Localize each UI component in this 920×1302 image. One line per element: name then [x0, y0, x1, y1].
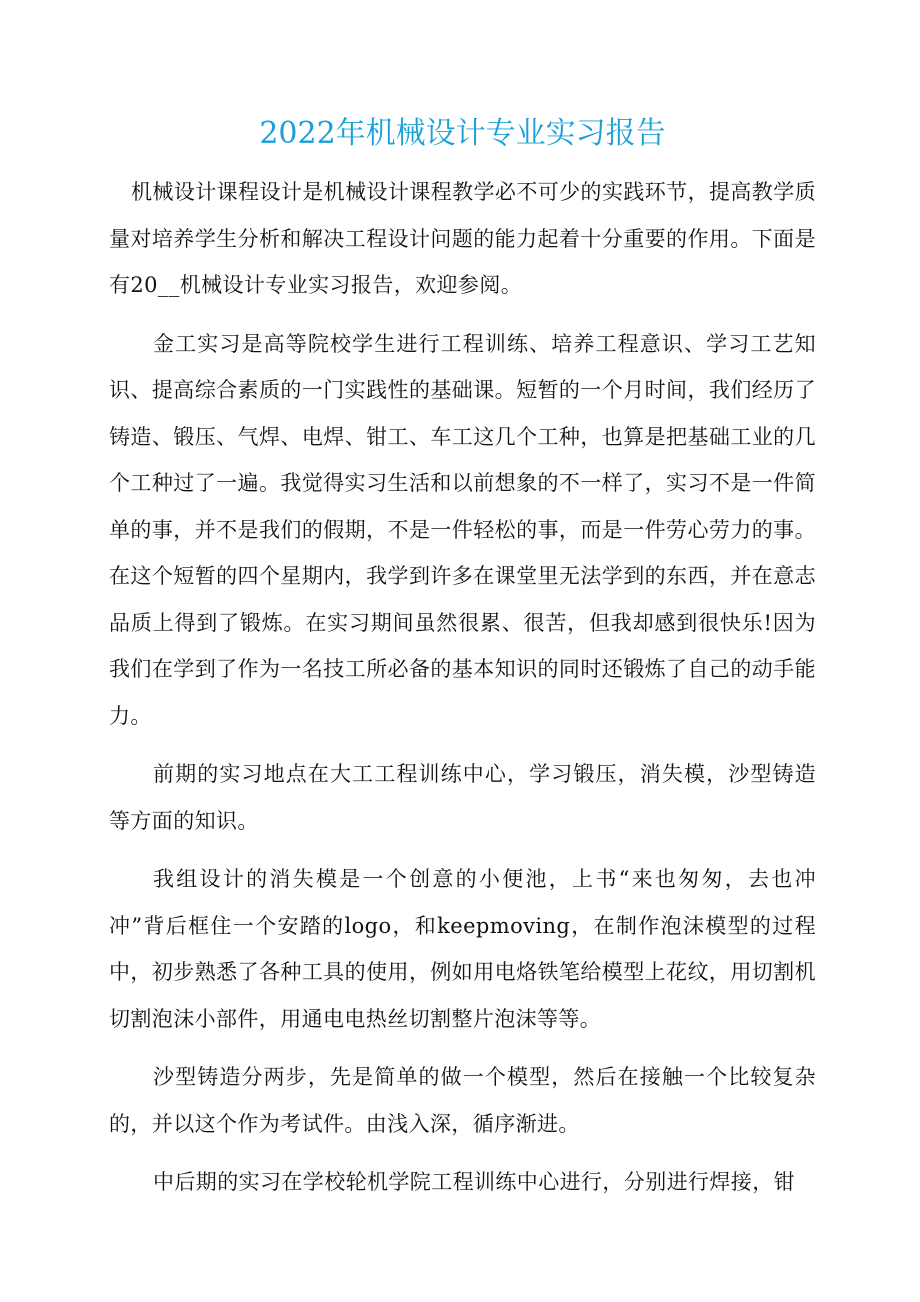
paragraph-metalwork-internship: 金工实习是高等院校学生进行工程训练、培养工程意识、学习工艺知识、提高综合素质的一门实践性的基础课。短暂的一个月时间，我们经历了铸造、锻压、气焊、电焊、钳工、车工这几个工种，也算是把基础工业的几个工种过了一遍。我觉得实习生活和以前想象的不一样了，实习不是一件简单的事，并不是我们的假期，不是一件轻松的事，而是一件劳心劳力的事。在这个短暂的四个星期内，我学到许多在课堂里无法学到的东西，并在意志品质上得到了锻炼。在实习期间虽然很累、很苦，但我却感到很快乐!因为我们在学到了作为一名技工所必备的基本知识的同时还锻炼了自己的动手能力。 — [109, 331, 816, 728]
paragraph-intro: 机械设计课程设计是机械设计课程教学必不可少的实践环节，提高教学质量对培养学生分析和解决工程设计问题的能力起着十分重要的作用。下面是有20__机械设计专业实习报告，欢迎参阅。 — [109, 180, 816, 297]
paragraph-early-stage: 前期的实习地点在大工工程训练中心，学习锻压，消失模，沙型铸造等方面的知识。 — [109, 762, 816, 833]
paragraph-lost-foam-design: 我组设计的消失模是一个创意的小便池，上书“来也匆匆，去也冲冲”背后框住一个安踏的logo，和keepmoving，在制作泡沫模型的过程中，初步熟悉了各种工具的使用，例如用电烙铁笔给模型上花纹，用切割机切割泡沫小部件，用通电电热丝切割整片泡沫等等。 — [109, 867, 816, 1031]
paragraph-later-stage: 中后期的实习在学校轮机学院工程训练中心进行，分别进行焊接，钳 — [153, 1170, 795, 1194]
paragraph-sand-casting: 沙型铸造分两步，先是简单的做一个模型，然后在接触一个比较复杂的，并以这个作为考试件。由浅入深，循序渐进。 — [109, 1065, 816, 1136]
document-title: 2022年机械设计专业实习报告 — [259, 116, 666, 151]
